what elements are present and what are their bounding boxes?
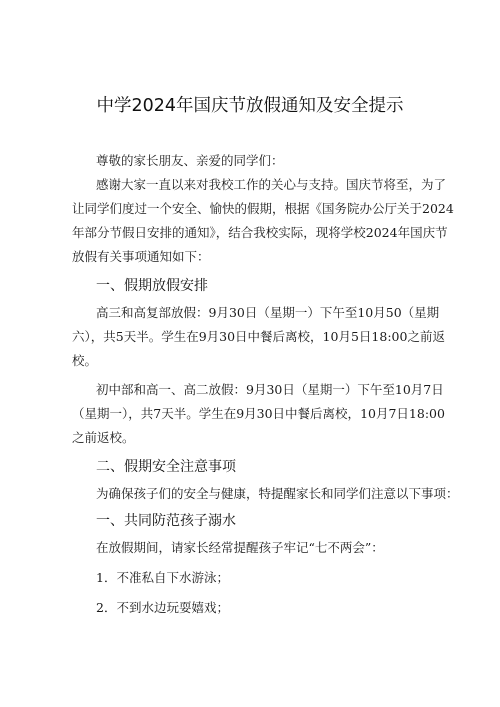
- junior-line: （星期一），共7天半。学生在9月30日中餐后离校，10月7日18:00: [72, 406, 445, 421]
- rule-item: 2．不到水边玩耍嬉戏；: [96, 600, 229, 615]
- senior-line: 高三和高复部放假：9月30日（星期一）下午至10月50（星期: [96, 305, 440, 320]
- document-title: 中学2024年国庆节放假通知及安全提示: [96, 96, 404, 116]
- section1-heading: 一、假期放假安排: [96, 278, 208, 294]
- intro-line: 年部分节假日安排的通知》，结合我校实际，现将学校2024年国庆节: [72, 225, 448, 240]
- junior-paragraph: [72, 378, 445, 450]
- intro-paragraph: [72, 173, 454, 269]
- junior-line: 初中部和高一、高二放假：9月30日（星期一）下午至10月7日: [96, 382, 444, 397]
- senior-line: 校。: [72, 353, 98, 368]
- intro-line: 放假有关事项通知如下：: [72, 249, 210, 264]
- intro-line: 让同学们度过一个安全、愉快的假期，根据《国务院办公厅关于2024: [72, 201, 454, 216]
- section2-intro: 为确保孩子们的安全与健康，特提醒家长和同学们注意以下事项：: [96, 486, 459, 501]
- greeting: 尊敬的家长朋友、亲爱的同学们：: [96, 153, 284, 168]
- intro-line: 感谢大家一直以来对我校工作的关心与支持。国庆节将至，为了: [96, 177, 447, 192]
- section2-heading: 二、假期安全注意事项: [96, 459, 236, 475]
- rule-item: 1．不准私自下水游泳；: [96, 570, 229, 585]
- subsection1-heading: 一、共同防范孩子溺水: [96, 513, 236, 529]
- drowning-intro: 在放假期间，请家长经常提醒孩子牢记“七不两会”：: [96, 540, 384, 555]
- junior-line: 之前返校。: [72, 430, 135, 445]
- senior-paragraph: [72, 301, 445, 373]
- senior-line: 六），共5天半。学生在9月30日中餐后离校，10月5日18:00之前返: [72, 329, 445, 344]
